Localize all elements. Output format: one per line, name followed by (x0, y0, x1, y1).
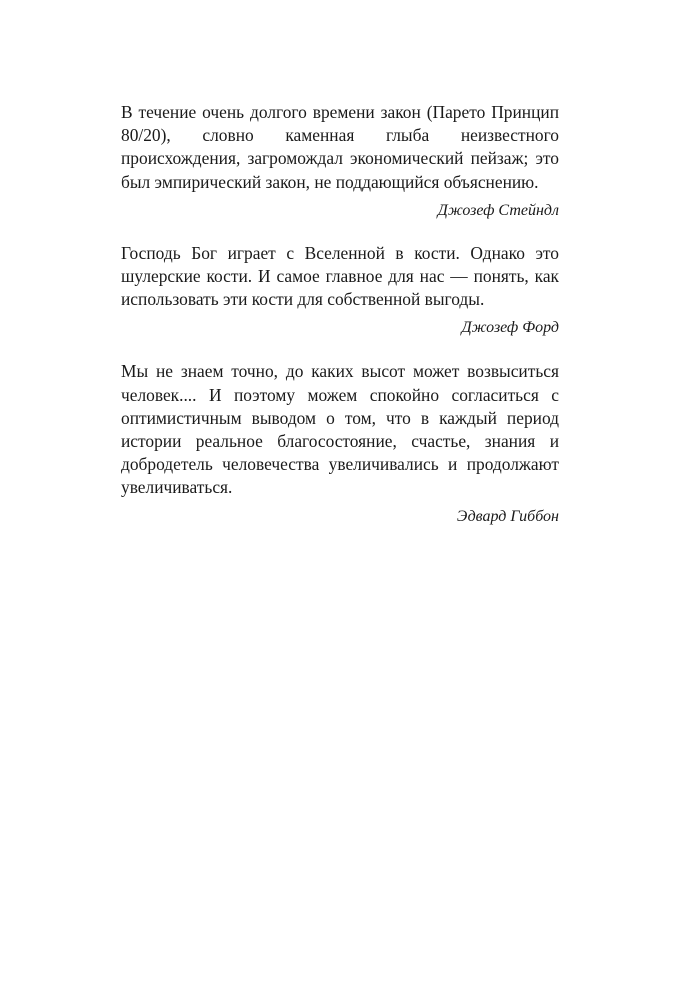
epigraph-author: Джозеф Форд (461, 319, 559, 337)
epigraph-quote: Господь Бог играет с Вселенной в кости. Однако это шулерские кости. И самое главное для нас — понять, как использовать эти кости для собственной выгоды. (121, 242, 559, 310)
epigraph-gibbon (121, 360, 559, 527)
epigraph-author: Эдвард Гиббон (456, 507, 559, 525)
epigraph-quote: В течение очень долгого времени закон (Парето Принцип 80/20), словно каменная глыба неизвестного происхождения, загромождал экономический пейзаж; это был эмпирический закон, не поддающийся объяснению. (121, 102, 559, 192)
epigraph-ford (121, 242, 559, 340)
epigraph-author: Джозеф Стейндл (437, 201, 559, 219)
page-content (121, 101, 559, 528)
epigraph-quote: Мы не знаем точно, до каких высот может возвыситься человек.... И поэтому можем спокойно согласиться с оптимистичным выводом о том, что в каждый период истории реальное благосостояние, счастье, знания и добродетель человечества увеличивались и продолжают увеличиваться. (121, 361, 559, 498)
epigraph-steindl (121, 101, 559, 222)
